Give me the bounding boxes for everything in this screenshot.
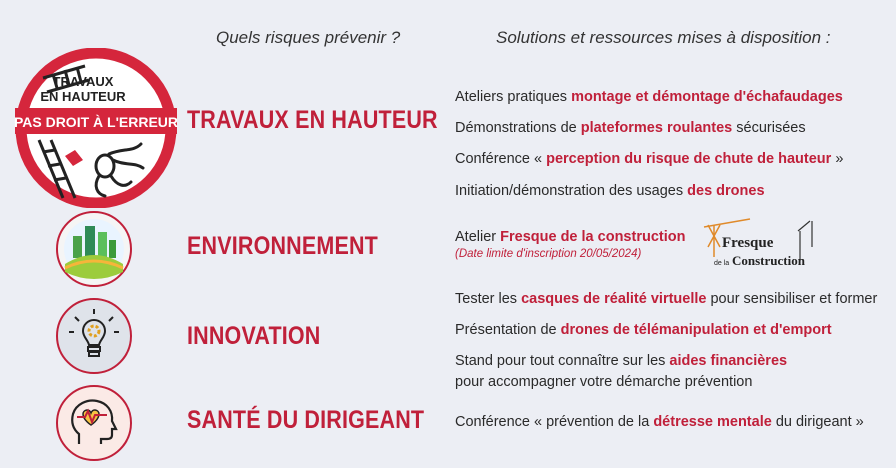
solution-financial-aid-line2: pour accompagner votre démarche prévention	[455, 374, 753, 390]
solution-financial-aid: Stand pour tout connaître sur les aides financières	[455, 353, 788, 369]
risks-header: Quels risques prévenir ?	[216, 28, 401, 47]
gear-bulb-icon	[55, 297, 133, 375]
solution-scaffolding: Ateliers pratiques montage et démontage d'échafaudages	[455, 89, 843, 105]
registration-deadline: (Date limite d'inscription 20/05/2024)	[455, 248, 642, 260]
category-innovation: INNOVATION	[187, 322, 321, 350]
solution-rolling-platforms: Démonstrations de plateformes roulantes sécurisées	[455, 120, 806, 136]
badge-line1: TRAVAUX	[52, 74, 114, 89]
fresque-word3: Construction	[732, 253, 805, 268]
solution-vr-headsets: Tester les casques de réalité virtuelle pour sensibiliser et former	[455, 291, 878, 307]
solution-fresque: Atelier Fresque de la construction	[455, 229, 686, 245]
category-sante-du-dirigeant: SANTÉ DU DIRIGEANT	[187, 406, 425, 434]
solution-handling-drones: Présentation de drones de télémanipulation et d'emport	[455, 322, 832, 338]
fresque-word1: Fresque	[722, 235, 774, 251]
fresque-construction-logo	[700, 217, 816, 273]
head-heartbeat-icon	[55, 384, 133, 462]
badge-banner: PAS DROIT À L'ERREUR	[13, 114, 179, 130]
category-environnement: ENVIRONNEMENT	[187, 232, 378, 260]
badge-line2: EN HAUTEUR	[40, 89, 126, 104]
solutions-header: Solutions et ressources mises à disposition :	[496, 28, 831, 47]
fall-hazard-badge-icon	[13, 48, 179, 208]
fresque-word2: de la	[714, 260, 730, 267]
solution-drones: Initiation/démonstration des usages des drones	[455, 183, 765, 199]
solution-fall-risk-conference: Conférence « perception du risque de chute de hauteur »	[455, 151, 844, 167]
solution-mental-distress: Conférence « prévention de la détresse mentale du dirigeant »	[455, 414, 864, 430]
green-city-icon	[55, 210, 133, 288]
category-travaux-en-hauteur: TRAVAUX EN HAUTEUR	[187, 106, 438, 134]
